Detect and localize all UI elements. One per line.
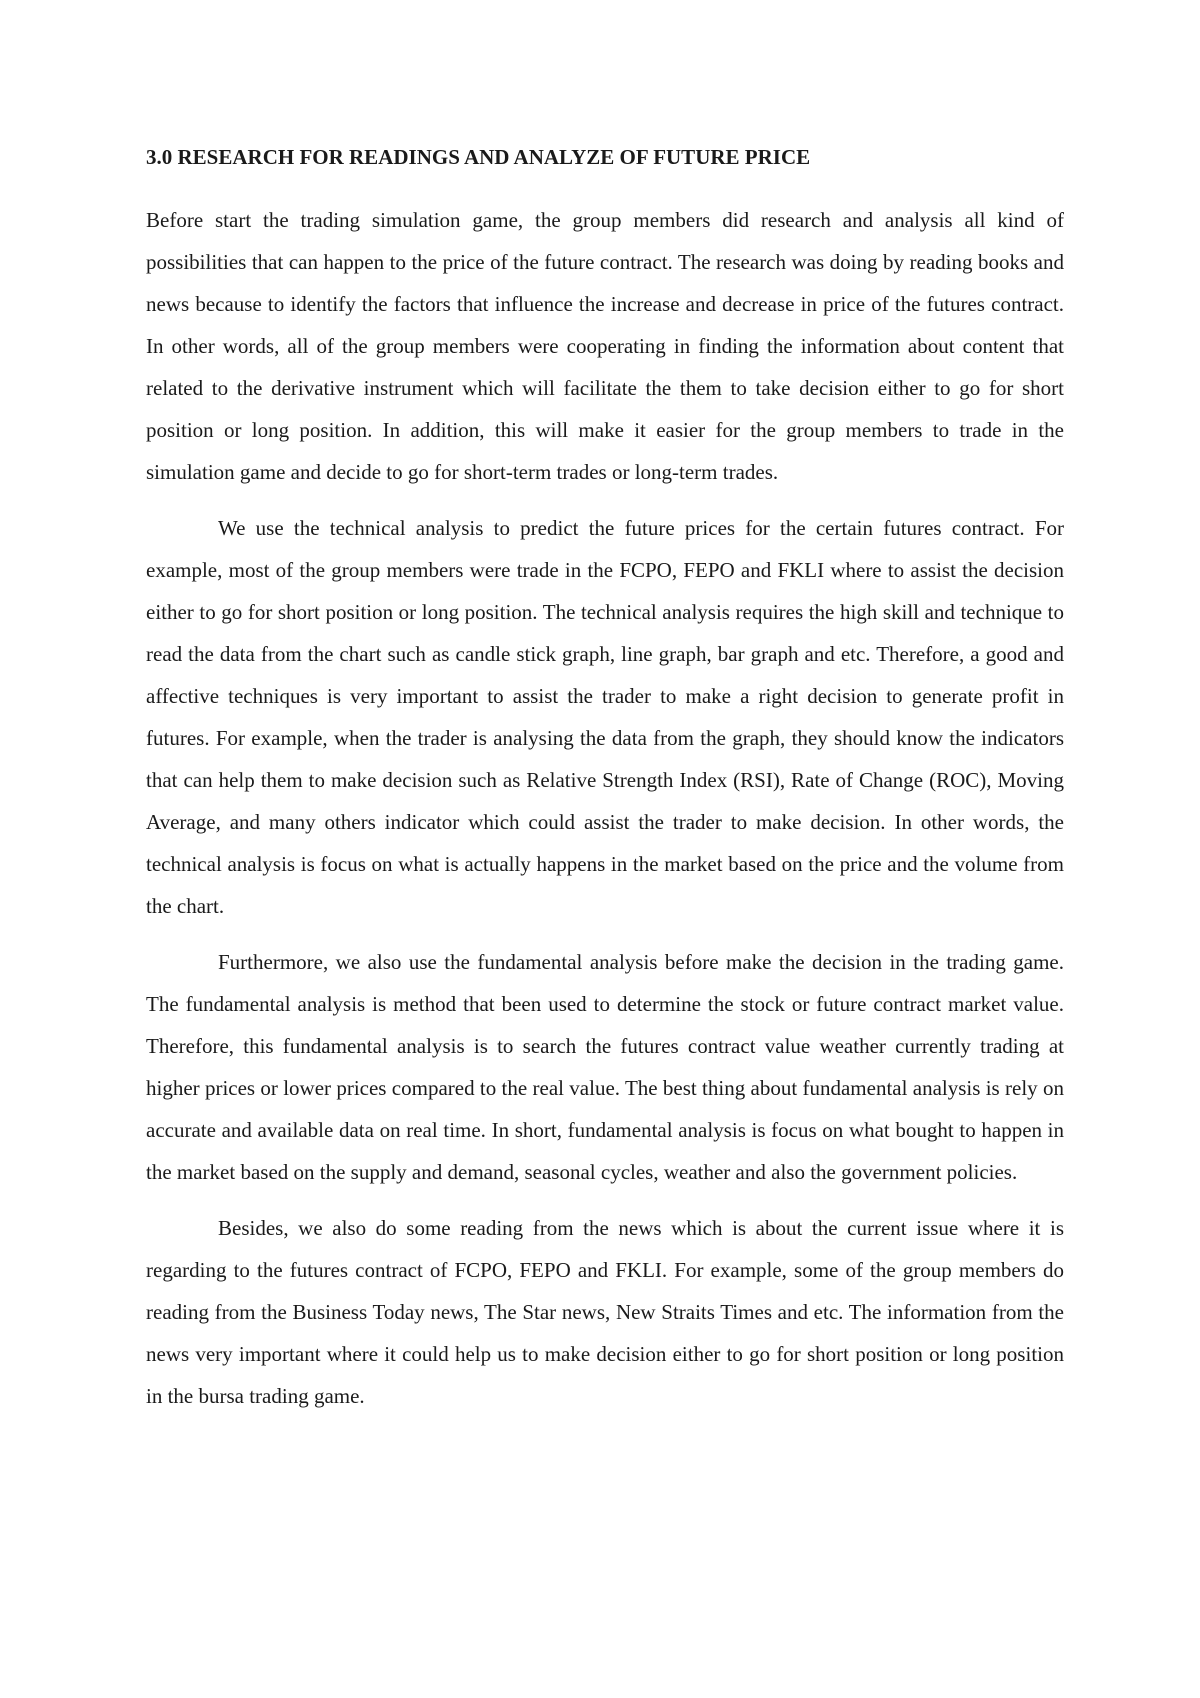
section-heading: 3.0 RESEARCH FOR READINGS AND ANALYZE OF FUTURE PRICE [146,145,811,169]
paragraph-fundamental-analysis: Furthermore, we also use the fundamental analysis before make the decision in the trading game. The fundamental analysis is method that been used to determine the stock or future contract market value. Therefore, this fundamental analysis is to search the futures contract value weather currently trading at higher prices or lower prices compared to the real value. The best thing about fundamental analysis is rely on accurate and available data on real time. In short, fundamental analysis is focus on what bought to happen in the market based on the supply and demand, seasonal cycles, weather and also the government policies. [146,950,1064,1184]
paragraph-technical-analysis: We use the technical analysis to predict the future prices for the certain futures contract. For example, most of the group members were trade in the FCPO, FEPO and FKLI where to assist the decision either to go for short position or long position. The technical analysis requires the high skill and technique to read the data from the chart such as candle stick graph, line graph, bar graph and etc. Therefore, a good and affective techniques is very important to assist the trader to make a right decision to generate profit in futures. For example, when the trader is analysing the data from the graph, they should know the indicators that can help them to make decision such as Relative Strength Index (RSI), Rate of Change (ROC), Moving Average, and many others indicator which could assist the trader to make decision. In other words, the technical analysis is focus on what is actually happens in the market based on the price and the volume from the chart. [146,516,1064,918]
paragraph-research-intro: Before start the trading simulation game, the group members did research and analysis all kind of possibilities that can happen to the price of the future contract. The research was doing by reading books and news because to identify the factors that influence the increase and decrease in price of the futures contract. In other words, all of the group members were cooperating in finding the information about content that related to the derivative instrument which will facilitate the them to take decision either to go for short position or long position. In addition, this will make it easier for the group members to trade in the simulation game and decide to go for short-term trades or long-term trades. [146,208,1064,484]
document-body [146,143,1064,1431]
paragraph-news-reading: Besides, we also do some reading from the news which is about the current issue where it is regarding to the futures contract of FCPO, FEPO and FKLI. For example, some of the group members do reading from the Business Today news, The Star news, New Straits Times and etc. The information from the news very important where it could help us to make decision either to go for short position or long position in the bursa trading game. [146,1216,1064,1408]
